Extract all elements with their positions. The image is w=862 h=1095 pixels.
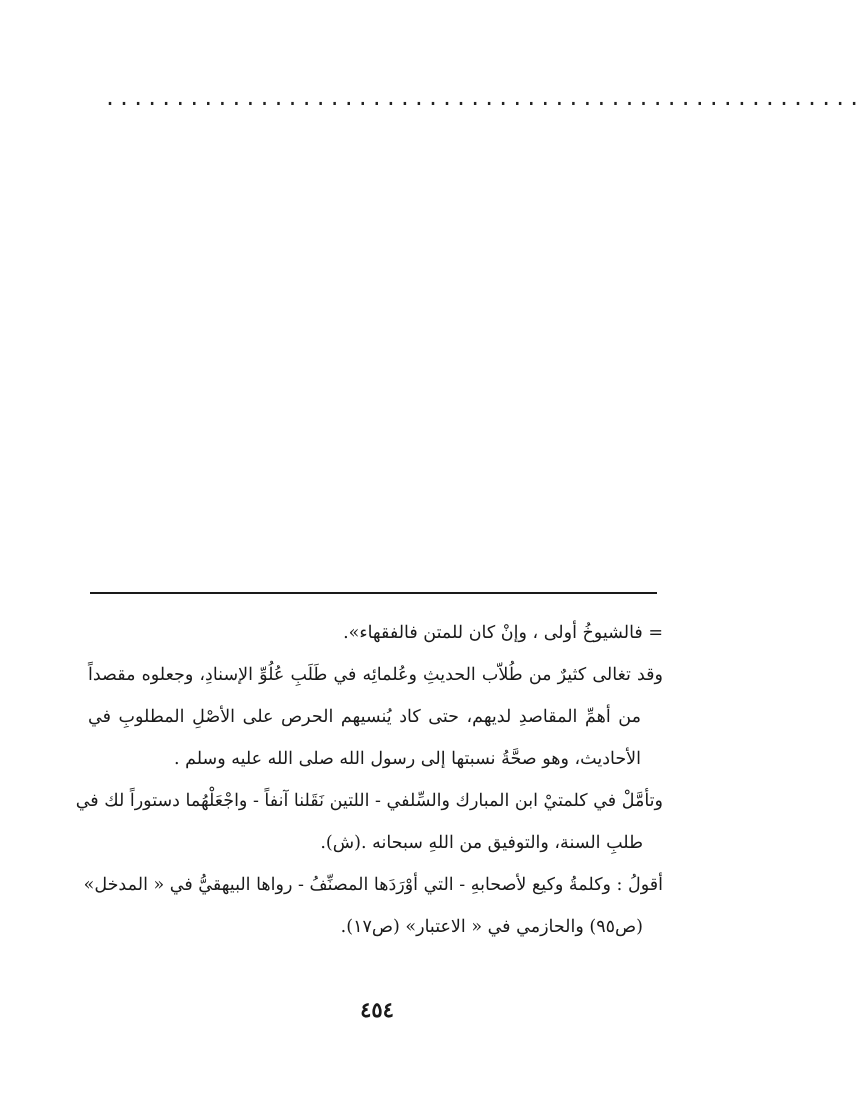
footnote-line-8: (ص٩٥) والحازمي في « الاعتبار» (ص١٧). — [340, 917, 643, 937]
footnote-line-5: وتأمَّلْ في كلمتيْ ابن المبارك والسِّلفي - اللتين نَقَلنا آنفاً - واجْعَلْهُما دستوراً لك في — [75, 791, 663, 811]
footnotes-block — [75, 612, 663, 948]
footnote-separator-rule — [90, 592, 657, 594]
header-dotted-separator: ...................................................... — [104, 86, 862, 110]
footnote-line-4: الأحاديث، وهو صحَّةُ نسبتها إلى رسول الله صلى الله عليه وسلم . — [173, 749, 641, 769]
footnote-line-2: وقد تغالى كثيرٌ من طُلاّب الحديثِ وعُلمائِه في طَلَبِ عُلُوِّ الإسنادِ، وجعلوه مقصداً — [88, 665, 663, 685]
footnote-line-1: = فالشيوخُ أولى ، وإنْ كان للمتن فالفقهاء». — [343, 623, 663, 643]
page-number: ٤٥٤ — [360, 997, 394, 1022]
footnote-line-3: من أهمِّ المقاصدِ لديهم، حتى كاد يُنسيهم الحرص على الأصْلِ المطلوبِ في — [88, 707, 641, 727]
footnote-line-7: أقولُ : وكلمةُ وكيع لأصحابهِ - التي أوْرَدَها المصنِّفُ - رواها البيهقيُّ في « المدخل» — [83, 875, 663, 895]
footnote-line-6: طلبِ السنة، والتوفيق من اللهِ سبحانه .(ش). — [320, 833, 643, 853]
